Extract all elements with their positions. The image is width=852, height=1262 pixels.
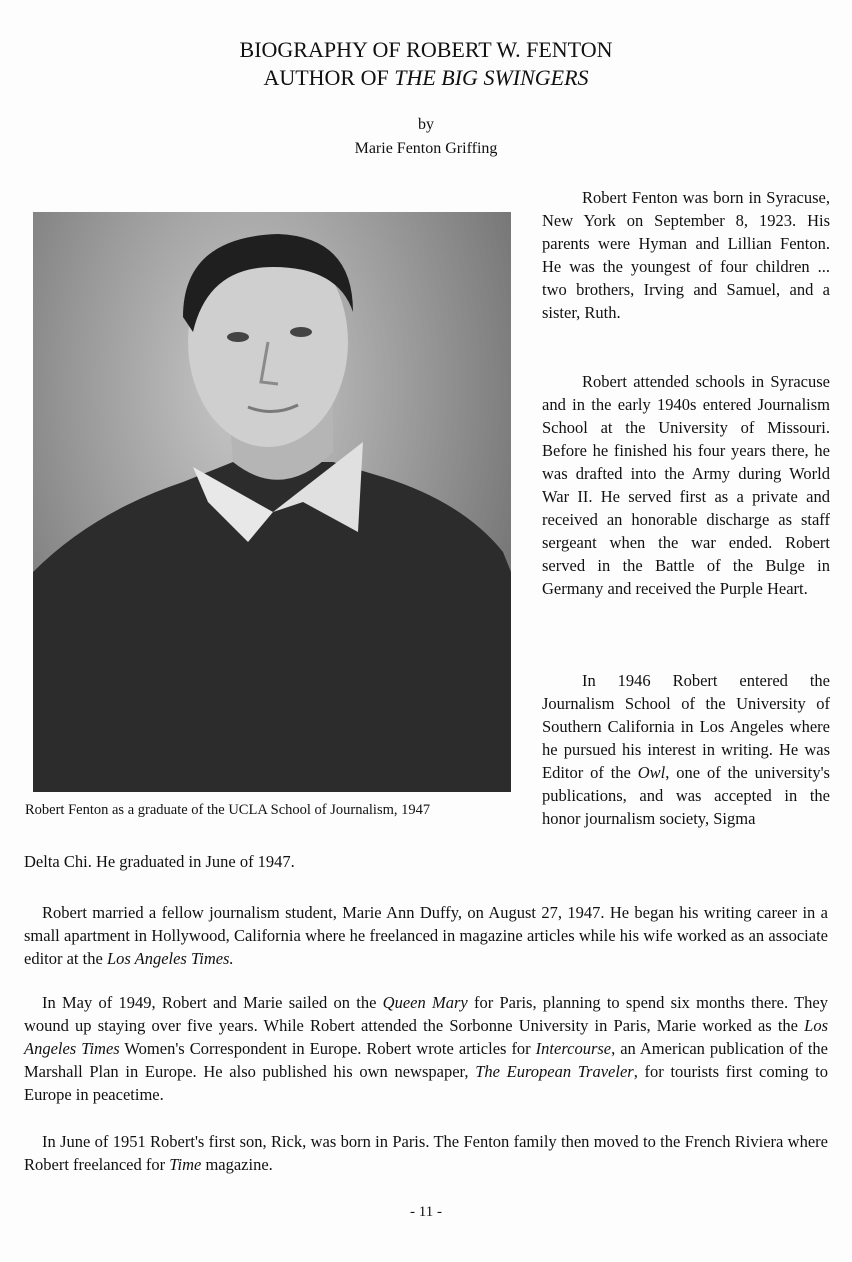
paragraph-3-text-a: In 1946 Robert entered the Journalism School of the University of Southern California in Los Angeles where he pursued his interest in writing. He was Editor of the	[542, 671, 830, 782]
ship-name: Queen Mary	[382, 993, 468, 1012]
paragraph-6-text-b: magazine.	[201, 1155, 273, 1174]
photo-caption: Robert Fenton as a graduate of the UCLA School of Journalism, 1947	[25, 802, 431, 818]
paragraph-3-end-text: Delta Chi. He graduated in June of 1947.	[24, 852, 295, 871]
paragraph-6-text-a: In June of 1951 Robert's first son, Rick, was born in Paris. The Fenton family then moved to the French Riviera where Robert freelanced for	[24, 1132, 828, 1174]
newspaper-title: Los Angeles Times.	[106, 949, 234, 968]
paragraph-3	[542, 669, 830, 830]
byline-by: by	[418, 116, 434, 133]
newspaper-title-2: Los Angeles Times	[24, 1016, 828, 1058]
paragraph-2-text: Robert attended schools in Syracuse and in the early 1940s entered Journalism School at the University of Missouri. Before he finished his four years there, he was drafted into the Army during World War II. He served first as a private and received an honorable discharge as staff sergeant when the war ended. Robert served in the Battle of the Bulge in Germany and received the Purple Heart.	[542, 372, 830, 598]
paragraph-1-text: Robert Fenton was born in Syracuse, New York on September 8, 1923. His parents were Hyman and Lillian Fenton. He was the youngest of four children ... two brothers, Irving and Samuel, and a sister, Ruth.	[542, 188, 830, 322]
paragraph-4-text: Robert married a fellow journalism student, Marie Ann Duffy, on August 27, 1947. He began his writing career in a small apartment in Hollywood, California where he freelanced in magazine articles while his wife worked as an associate editor at the	[24, 903, 828, 968]
paragraph-6	[24, 1130, 828, 1176]
newspaper-name: The European Traveler	[475, 1062, 634, 1081]
portrait-photo	[33, 212, 511, 792]
byline-author: Marie Fenton Griffing	[354, 140, 498, 157]
paragraph-5-text-d: , an American publication of the Marshall Plan in Europe. He also published his own newspaper,	[24, 1039, 828, 1081]
portrait-illustration	[33, 212, 511, 792]
page-title: BIOGRAPHY OF ROBERT W. FENTON	[239, 37, 613, 62]
paragraph-4	[24, 901, 828, 970]
paragraph-1	[542, 186, 830, 324]
paragraph-3-end	[24, 850, 828, 873]
paragraph-2	[542, 370, 830, 600]
magazine-title: Time	[169, 1155, 202, 1174]
owl-title: Owl	[637, 763, 666, 782]
page-number: - 11 -	[410, 1204, 442, 1220]
page-subtitle	[0, 64, 852, 92]
book-title: THE BIG SWINGERS	[394, 65, 589, 90]
paragraph-5-text-e: , for tourists first coming to Europe in peacetime.	[24, 1062, 829, 1104]
paragraph-5-text-a: In May of 1949, Robert and Marie sailed on the	[42, 993, 383, 1012]
paragraph-5-text-b: for Paris, planning to spend six months there. They wound up staying over five years. While Robert attended the Sorbonne University in Paris, Marie worked as the	[24, 993, 828, 1035]
paragraph-5	[24, 991, 828, 1106]
paragraph-3-text-b: , one of the university's publications, and was accepted in the honor journalism society, Sigma	[542, 763, 830, 828]
subtitle-prefix: AUTHOR OF	[263, 65, 395, 90]
publication-title: Intercourse	[535, 1039, 612, 1058]
paragraph-5-text-c: Women's Correspondent in Europe. Robert wrote articles for	[119, 1039, 536, 1058]
